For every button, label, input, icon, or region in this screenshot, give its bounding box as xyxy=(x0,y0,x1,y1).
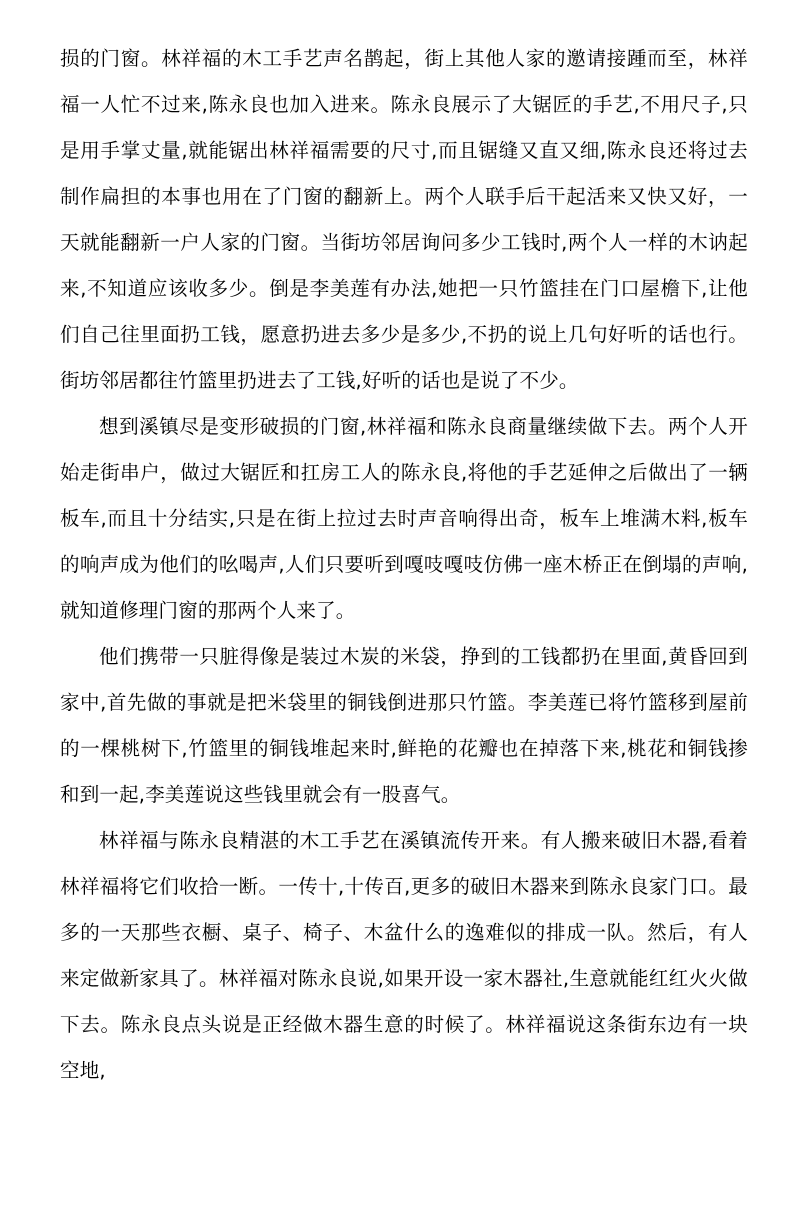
paragraph: 损的门窗。林祥福的木工手艺声名鹊起，街上其他人家的邀请接踵而至，林祥福一人忙不过来,陈永良也加入进来。陈永良展示了大锯匠的手艺,不用尺子,只是用手掌丈量,就能锯出林祥福需要的尺寸,而且锯缝又直又细,陈永良还将过去制作扁担的本事也用在了门窗的翻新上。两个人联手后干起活来又快又好，一天就能翻新一户人家的门窗。当街坊邻居询问多少工钱时,两个人一样的木讷起来,不知道应该收多少。倒是李美莲有办法,她把一只竹篮挂在门口屋檐下,让他们自己往里面扔工钱，愿意扔进去多少是多少,不扔的说上几句好听的话也行。街坊邻居都往竹篮里扔进去了工钱,好听的话也是说了不少。 xyxy=(60,47,748,392)
paragraph: 林祥福与陈永良精湛的木工手艺在溪镇流传开来。有人搬来破旧木器,看着林祥福将它们收拾一断。一传十,十传百,更多的破旧木器来到陈永良家门口。最多的一天那些衣橱、桌子、椅子、木盆什么的逸难似的排成一队。然后，有人来定做新家具了。林祥福对陈永良说,如果开设一家木器社,生意就能红红火火做下去。陈永良点头说是正经做木器生意的时候了。林祥福说这条街东边有一块空地, xyxy=(60,829,748,1082)
paragraph: 他们携带一只脏得像是装过木炭的米袋，挣到的工钱都扔在里面,黄昏回到家中,首先做的事就是把米袋里的铜钱倒进那只竹篮。李美莲已将竹篮移到屋前的一棵桃树下,竹篮里的铜钱堆起来时,鲜艳的花瓣也在掉落下来,桃花和铜钱掺和到一起,李美莲说这些钱里就会有一股喜气。 xyxy=(60,645,748,806)
page-body xyxy=(60,36,748,1094)
paragraph: 想到溪镇尽是变形破损的门窗,林祥福和陈永良商量继续做下去。两个人开始走街串户，做过大锯匠和扛房工人的陈永良,将他的手艺延伸之后做出了一辆板车,而且十分结实,只是在街上拉过去时声音响得出奇，板车上堆满木料,板车的响声成为他们的吆喝声,人们只要听到嘎吱嘎吱仿佛一座木桥正在倒塌的声响,就知道修理门窗的那两个人来了。 xyxy=(60,415,748,622)
